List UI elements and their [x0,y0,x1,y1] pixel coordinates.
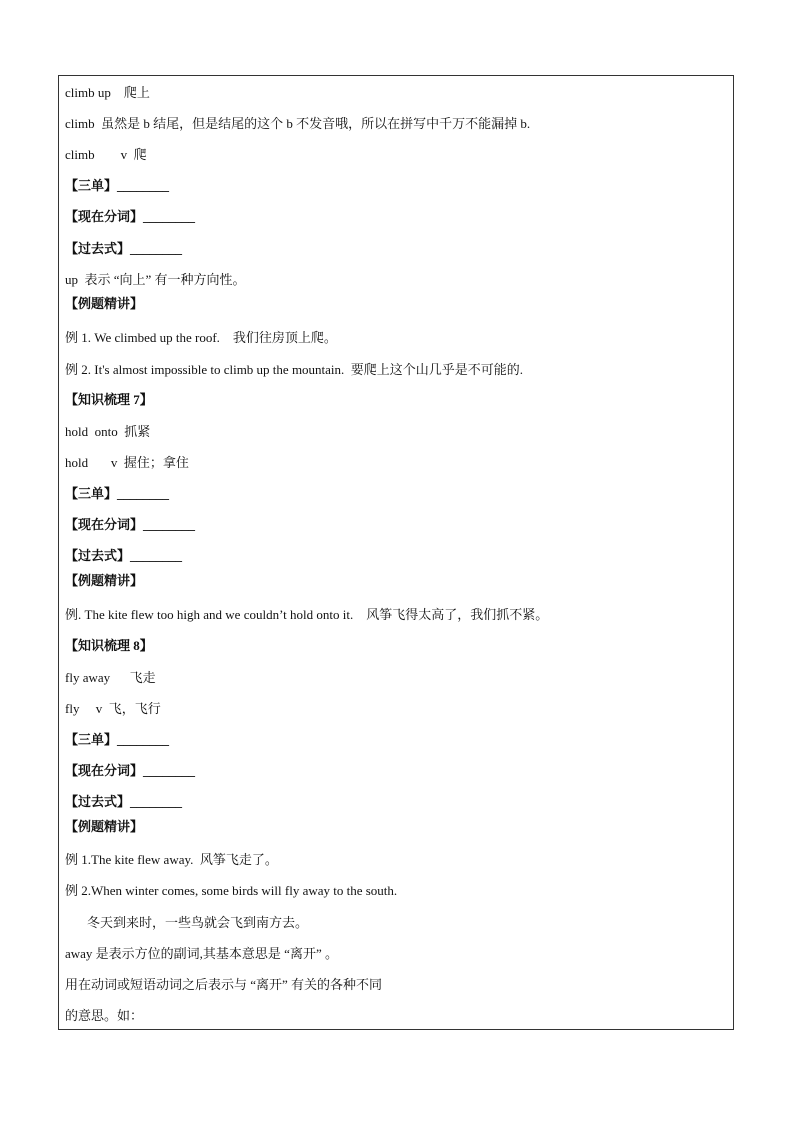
example-line: 例. The kite flew too high and we couldn’t hold onto it. 风筝飞得太高了，我们抓不紧。 [65,607,549,622]
translation-line: 冬天到来时，一些鸟就会飞到南方去。 [87,915,309,930]
text-line: climb up 爬上 [65,85,150,100]
blank-line: 【现在分词】________ [65,517,196,532]
text-line: fly away 飞走 [65,670,156,685]
example-line: 例 2.When winter comes, some birds will fly away to the south. [65,883,398,898]
section-heading: 【例题精讲】 [65,819,144,834]
text-line: climb v 爬 [65,147,147,162]
section-heading: 【例题精讲】 [65,573,144,588]
blank-line: 【现在分词】________ [65,763,196,778]
blank-line: 【三单】________ [65,178,170,193]
text-line: away 是表示方位的副词,其基本意思是 “离开” 。 [65,946,338,961]
text-line: 的意思。如： [65,1008,144,1023]
text-line: climb 虽然是 b 结尾，但是结尾的这个 b 不发音哦，所以在拼写中千万不能漏掉 b. [65,116,531,131]
blank-line: 【过去式】________ [65,241,183,256]
blank-line: 【过去式】________ [65,548,183,563]
section-heading: 【例题精讲】 [65,296,144,311]
blank-line: 【三单】________ [65,732,170,747]
blank-line: 【现在分词】________ [65,209,196,224]
section-heading: 【知识梳理 7】 [65,392,153,407]
blank-line: 【过去式】________ [65,794,183,809]
text-line: up 表示 “向上” 有一种方向性。 [65,272,246,287]
text-line: hold v 握住；拿住 [65,455,189,470]
example-line: 例 1. We climbed up the roof. 我们往房顶上爬。 [65,330,337,345]
example-line: 例 2. It's almost impossible to climb up the mountain. 要爬上这个山几乎是不可能的. [65,362,524,377]
text-line: hold onto 抓紧 [65,424,151,439]
section-heading: 【知识梳理 8】 [65,638,153,653]
example-line: 例 1.The kite flew away. 风筝飞走了。 [65,852,278,867]
blank-line: 【三单】________ [65,486,170,501]
text-line: fly v 飞，飞行 [65,701,161,716]
text-line: 用在动词或短语动词之后表示与 “离开” 有关的各种不同 [65,977,383,992]
